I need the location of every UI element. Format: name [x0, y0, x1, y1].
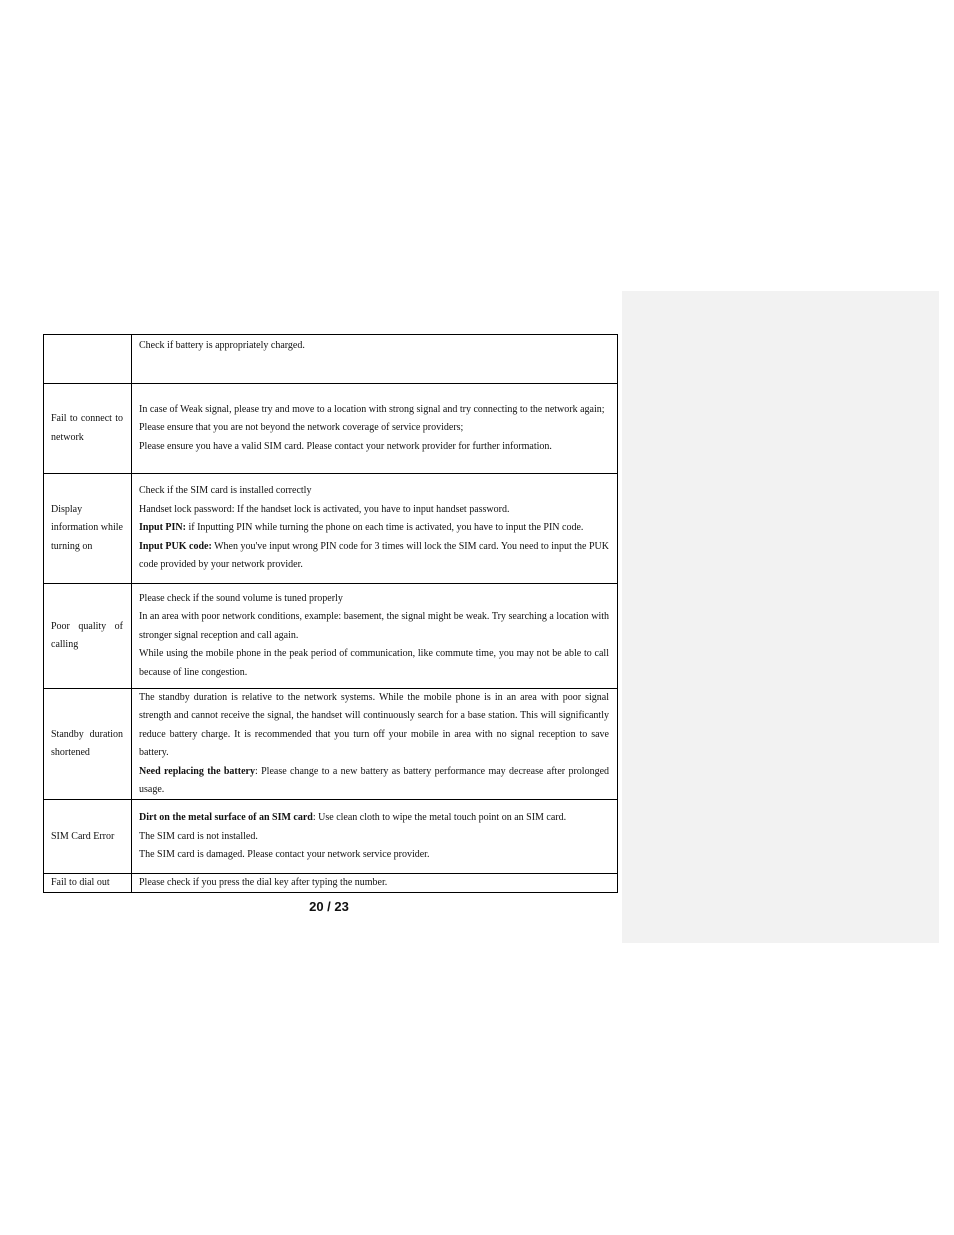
- solution-line: In case of Weak signal, please try and move to a location with strong signal and try connecting to the network again;: [139, 403, 605, 415]
- battery-label: Need replacing the battery: [139, 765, 255, 777]
- problem-cell: [44, 335, 132, 384]
- solution-line: Please check if you press the dial key after typing the number.: [139, 877, 388, 889]
- pin-text: if Inputting PIN while turning the phone on each time is activated, you have to input the PIN code.: [185, 522, 584, 534]
- table-row: [44, 384, 618, 474]
- problem-cell: Standby duration shortened: [44, 689, 132, 800]
- comment-pane: [622, 291, 939, 943]
- solution-cell: [132, 384, 618, 474]
- battery-text: : Please change to a new battery as battery performance may decrease after prolonged usage.: [139, 765, 610, 796]
- solution-cell: [132, 584, 618, 689]
- table-row: [44, 584, 618, 689]
- dirt-label: Dirt on the metal surface of an SIM card: [139, 812, 313, 824]
- solution-cell: [132, 800, 618, 874]
- solution-line: Please ensure you have a valid SIM card. Please contact your network provider for further information.: [139, 440, 552, 452]
- problem-cell: SIM Card Error: [44, 800, 132, 874]
- solution-line: Check if the SIM card is installed correctly: [139, 485, 312, 497]
- solution-line: [139, 519, 609, 537]
- table-row: [44, 874, 618, 893]
- troubleshooting-table: [43, 334, 618, 893]
- solution-line: [139, 763, 609, 800]
- page-number: 20 / 23: [309, 899, 349, 914]
- pin-label: Input PIN:: [139, 522, 186, 534]
- solution-line: In an area with poor network conditions, example: basement, the signal might be weak. Try searching a location with stronger signal reception and call again.: [139, 611, 609, 641]
- problem-cell: Fail to connect to network: [44, 384, 132, 474]
- table-row: [44, 800, 618, 874]
- table-row: [44, 474, 618, 584]
- solution-cell: [132, 689, 618, 800]
- puk-label: Input PUK code:: [139, 540, 212, 552]
- solution-cell: [132, 335, 618, 384]
- solution-line: Please check if the sound volume is tuned properly: [139, 592, 343, 604]
- solution-line: Handset lock password: If the handset lock is activated, you have to input handset password.: [139, 503, 510, 515]
- solution-line: While using the mobile phone in the peak period of communication, like commute time, you may not be able to call because of line congestion.: [139, 648, 609, 678]
- dirt-text: : Use clean cloth to wipe the metal touch point on an SIM card.: [312, 812, 567, 824]
- solution-line: The standby duration is relative to the network systems. While the mobile phone is in an area with poor signal strength and cannot receive the signal, the handset will continuously search for a base station. This will significantly reduce battery charge. It is recommended that you turn off your mobile in area with no signal reception to save battery.: [139, 692, 609, 759]
- problem-cell: Fail to dial out: [44, 874, 132, 893]
- solution-line: The SIM card is not installed.: [139, 830, 258, 842]
- solution-line: Please ensure that you are not beyond the network coverage of service providers;: [139, 422, 464, 434]
- solution-line: The SIM card is damaged. Please contact your network service provider.: [139, 849, 430, 861]
- table-row: [44, 335, 618, 384]
- solution-line: [139, 538, 609, 575]
- puk-text: When you've input wrong PIN code for 3 times will lock the SIM card. You need to input the PUK code provided by your network provider.: [139, 540, 609, 571]
- solution-line: [139, 809, 609, 827]
- table-row: [44, 689, 618, 800]
- solution-line: Check if battery is appropriately charged.: [139, 340, 305, 351]
- solution-cell: [132, 474, 618, 584]
- solution-cell: [132, 874, 618, 893]
- problem-cell: Poor quality of calling: [44, 584, 132, 689]
- problem-cell: Display information while turning on: [44, 474, 132, 584]
